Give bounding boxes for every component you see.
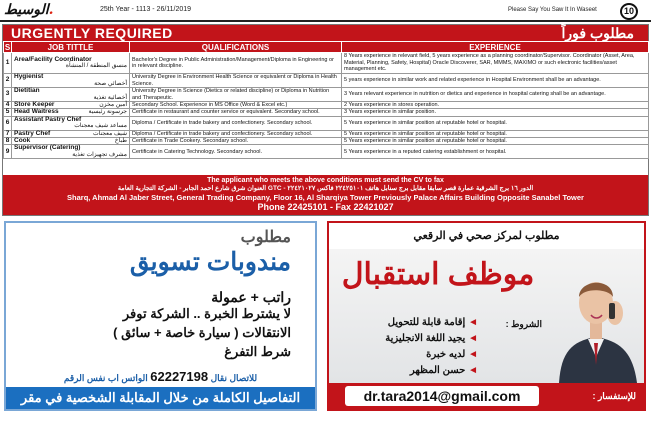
- table-row: [4, 88, 649, 102]
- footer-line-2: العنوان شرق شارع احمد الجابر - الشركة التجارية العامة GTC - الدور ١٦ برج الشرقية عمارة قصر سابقا مقابل برج سنابل هاتف ٢٢٤٢٥١٠١ فاكس ٢٢٤٢١٠٢٧: [117, 185, 534, 192]
- ad-line-4: شرط التفرغ: [224, 344, 291, 359]
- condition-item: ◄ لديه خبرة: [426, 349, 478, 360]
- row-number: 8: [4, 138, 12, 145]
- ad-line-3: الانتقالات ( سيارة خاصة + سائق ): [113, 325, 291, 340]
- bullet-icon: ◄: [468, 317, 478, 328]
- qualification-cell: Diploma / Certificate in trade bakery and confectionery. Secondary school.: [130, 130, 342, 137]
- row-number: 2: [4, 74, 12, 88]
- footer-line-1: The applicant who meets the above conditions must send the CV to fax: [207, 177, 444, 184]
- email-label: للإستفسار :: [592, 391, 636, 401]
- footer-line-4: Phone 22425101 - Fax 22421027: [257, 202, 394, 212]
- job-title-en: Assistant Pastry Chef: [14, 115, 82, 123]
- experience-cell: 5 Years experience in a reputed catering establishment or hospital.: [342, 145, 649, 159]
- row-number: 7: [4, 130, 12, 137]
- job-title-cell: [12, 74, 130, 88]
- job-title-ar: مساعد شيف معجنات: [74, 123, 127, 130]
- banner-title-ar: مطلوب فوراً: [561, 25, 634, 41]
- experience-cell: 8 Years experience in relevant field, 5 years experience as a planning coordinator/Supervisor. Coordinator (Asset, Area, Material, Planning, Safety, Hospital) Oracle Discoverer, SAR, MMMS, MAXIMO or such electronic facilities/asset management etc.: [342, 53, 649, 74]
- table-row: [4, 145, 649, 159]
- qualification-cell: Diploma / Certificate in trade bakery and confectionery. Secondary school.: [130, 116, 342, 130]
- experience-cell: 3 Years experience in similar position.: [342, 109, 649, 116]
- job-title-en: Hygienist: [14, 73, 44, 81]
- ad-line-2: لا يشترط الخبرة .. الشركة توفر: [122, 306, 291, 321]
- qualification-cell: Certificate in Trade Cookery. Secondary school.: [130, 138, 342, 145]
- job-title-en: Pastry Chef: [14, 129, 51, 137]
- table-row: [4, 53, 649, 74]
- job-title-ar: أخصائية تغذية: [93, 94, 127, 101]
- footer-line-3: Sharq, Ahmad Al Jaber Street, General Trading Company, Floor 16, Al Sharqiya Tower Previously Palace Affairs Building Opposite Sanabel Tower: [67, 193, 584, 202]
- table-header-row: [4, 42, 649, 53]
- page-header: [0, 0, 651, 22]
- bullet-icon: ◄: [468, 349, 478, 360]
- row-number: 6: [4, 116, 12, 130]
- job-title-ar: طباخ: [114, 138, 127, 145]
- job-title-ar: منسق المنطقة / المنشأة: [65, 63, 127, 69]
- job-title-cell: [12, 116, 130, 130]
- qualification-cell: Secondary School. Experience in MS Office (Word & Excel etc.): [130, 102, 342, 109]
- job-title-en: Store Keeper: [14, 101, 55, 108]
- ad-header: مطلوب لمركز صحي في الرقعي: [413, 230, 560, 242]
- bullet-icon: ◄: [468, 365, 478, 376]
- condition-item: ◄ إقامة قابلة للتحويل: [387, 317, 478, 328]
- contact-label: للاتصال نقال: [210, 373, 258, 383]
- banner-title-en: URGENTLY REQUIRED: [11, 25, 173, 41]
- ad-bottom-bar: [329, 383, 644, 409]
- bullet-icon: ◄: [468, 333, 478, 344]
- conditions-label: الشروط :: [505, 319, 542, 329]
- job-title-ar: شيف معجنات: [93, 130, 127, 137]
- urgently-required-ad: [2, 24, 649, 216]
- job-title-ar: جرسونة رئيسية: [88, 109, 127, 116]
- job-title-cell: [12, 53, 130, 74]
- row-number: 5: [4, 109, 12, 116]
- page-number: 10: [620, 3, 638, 20]
- experience-cell: 3 Years relevant experience in nutrition or dietics and experience in hospital catering shall be an advantage.: [342, 88, 649, 102]
- col-header-experience: EXPERIENCE: [342, 42, 649, 53]
- qualification-cell: University Degree in Science (Dietics or related discipline) or Diploma in Nutrition and Therapeutic.: [130, 88, 342, 102]
- experience-cell: 2 Years experience in stores operation.: [342, 102, 649, 109]
- row-number: 3: [4, 88, 12, 102]
- ad-contact-footer: [3, 175, 648, 215]
- job-title-ar: أخصائي صحة: [94, 80, 127, 87]
- qualification-cell: Certificate in Catering Technology. Secondary school.: [130, 145, 342, 159]
- col-header-job: JOB TITTLE: [12, 42, 130, 53]
- table-row: [4, 74, 649, 88]
- ad-contact: [6, 369, 315, 384]
- job-title-cell: [12, 88, 130, 102]
- col-header-num: S: [4, 42, 11, 52]
- job-title-ar: مشرف تجهيزات تغذية: [72, 151, 127, 158]
- qualification-cell: Bachelor's Degree in Public Administration/Management/Diploma in Engineering or in relevant discipline.: [130, 53, 342, 74]
- issue-info: 25th Year - 1113 - 26/11/2019: [100, 6, 192, 13]
- condition-item: ◄ يجيد اللغة الانجليزية: [385, 333, 478, 344]
- contact-email[interactable]: dr.tara2014@gmail.com: [345, 386, 539, 406]
- contact-suffix: الواتس اب نفس الرقم: [63, 373, 148, 383]
- table-row: [4, 102, 649, 109]
- ad-banner: [3, 25, 648, 41]
- ad-bottom-bar: التفاصيل الكاملة من خلال المقابلة الشخصية في مقر الشركة: [6, 387, 315, 409]
- job-title-en: Cook: [14, 137, 31, 145]
- row-number: 9: [4, 145, 12, 159]
- experience-cell: 5 Years experience in similar position at reputable hotel or hospital.: [342, 138, 649, 145]
- job-title-ar: أمين مخزن: [99, 102, 127, 108]
- table-row: [4, 138, 649, 145]
- jobs-table: [3, 41, 649, 159]
- marketing-reps-ad: [4, 221, 317, 427]
- job-title-en: Area/Facility Coordinator: [14, 55, 92, 63]
- job-title-en: Dietitian: [14, 87, 40, 95]
- row-number: 1: [4, 53, 12, 74]
- condition-item: ◄ حسن المظهر: [409, 365, 478, 376]
- ad-title: مندوبات تسويق: [129, 248, 291, 276]
- row-number: 4: [4, 102, 12, 109]
- receptionist-photo: [551, 253, 641, 383]
- experience-cell: 5 Years experience in similar position at reputable hotel or hospital.: [342, 130, 649, 137]
- qualification-cell: Certificate in restaurant and counter service or equivalent. Secondary school.: [130, 109, 342, 116]
- ad-required-label: مطلوب: [240, 229, 291, 246]
- receptionist-ad: [327, 221, 646, 411]
- contact-phone: 62227198: [150, 369, 209, 384]
- experience-cell: 5 years experience in similar work and related experience in Hospital Environment shall be an advantage.: [342, 74, 649, 88]
- job-title-en: Head Waitress: [14, 108, 59, 116]
- experience-cell: 5 Years experience in similar position at reputable hotel or hospital.: [342, 116, 649, 130]
- job-title-en: Supervisor (Catering): [14, 144, 81, 152]
- job-title-cell: [12, 145, 130, 159]
- newspaper-logo: الوسيط.: [4, 2, 54, 18]
- table-row: [4, 116, 649, 130]
- table-row: [4, 109, 649, 116]
- ad-line-1: راتب + عمولة: [211, 289, 291, 305]
- tagline: Please Say You Saw It In Waseet: [508, 7, 597, 13]
- ad-title: موظف استقبال: [341, 258, 535, 291]
- col-header-qualifications: QUALIFICATIONS: [130, 42, 342, 53]
- qualification-cell: University Degree in Environment Health Science or equivalent or Diploma in Health Science.: [130, 74, 342, 88]
- table-row: [4, 130, 649, 137]
